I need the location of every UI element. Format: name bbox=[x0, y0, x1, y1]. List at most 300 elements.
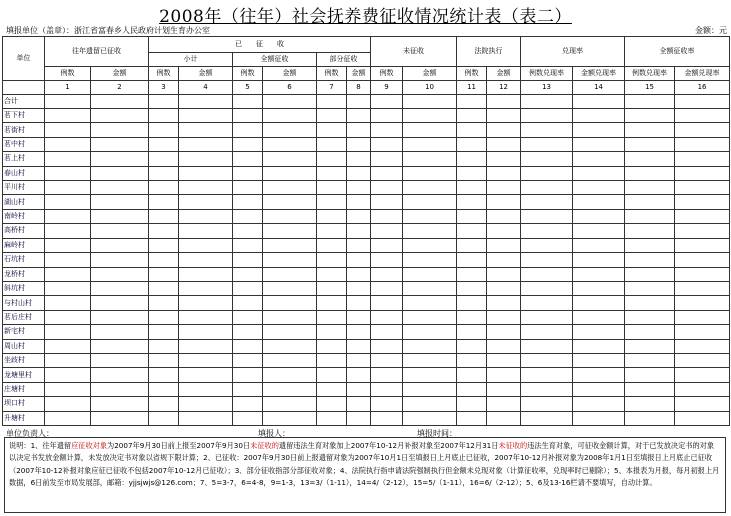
data-cell[interactable] bbox=[457, 310, 487, 324]
data-cell[interactable] bbox=[371, 411, 403, 425]
data-cell[interactable] bbox=[371, 224, 403, 238]
data-cell[interactable] bbox=[91, 123, 149, 137]
data-cell[interactable] bbox=[521, 368, 573, 382]
data-cell[interactable] bbox=[403, 123, 457, 137]
data-cell[interactable] bbox=[371, 123, 403, 137]
data-cell[interactable] bbox=[573, 209, 625, 223]
data-cell[interactable] bbox=[91, 152, 149, 166]
data-cell[interactable] bbox=[233, 253, 263, 267]
data-cell[interactable] bbox=[371, 310, 403, 324]
data-cell[interactable] bbox=[347, 310, 371, 324]
data-cell[interactable] bbox=[625, 209, 675, 223]
data-cell[interactable] bbox=[317, 253, 347, 267]
data-cell[interactable] bbox=[45, 267, 91, 281]
data-cell[interactable] bbox=[317, 224, 347, 238]
data-cell[interactable] bbox=[317, 281, 347, 295]
data-cell[interactable] bbox=[625, 368, 675, 382]
data-cell[interactable] bbox=[347, 325, 371, 339]
data-cell[interactable] bbox=[573, 353, 625, 367]
data-cell[interactable] bbox=[487, 209, 521, 223]
data-cell[interactable] bbox=[149, 166, 179, 180]
data-cell[interactable] bbox=[149, 310, 179, 324]
data-cell[interactable] bbox=[347, 224, 371, 238]
data-cell[interactable] bbox=[233, 325, 263, 339]
data-cell[interactable] bbox=[521, 209, 573, 223]
data-cell[interactable] bbox=[487, 325, 521, 339]
data-cell[interactable] bbox=[233, 281, 263, 295]
data-cell[interactable] bbox=[625, 397, 675, 411]
data-cell[interactable] bbox=[675, 281, 730, 295]
data-cell[interactable] bbox=[521, 137, 573, 151]
data-cell[interactable] bbox=[233, 166, 263, 180]
data-cell[interactable] bbox=[457, 109, 487, 123]
data-cell[interactable] bbox=[487, 195, 521, 209]
data-cell[interactable] bbox=[149, 94, 179, 108]
data-cell[interactable] bbox=[149, 397, 179, 411]
data-cell[interactable] bbox=[675, 382, 730, 396]
data-cell[interactable] bbox=[573, 94, 625, 108]
data-cell[interactable] bbox=[45, 181, 91, 195]
data-cell[interactable] bbox=[91, 137, 149, 151]
data-cell[interactable] bbox=[457, 281, 487, 295]
data-cell[interactable] bbox=[263, 267, 317, 281]
data-cell[interactable] bbox=[457, 253, 487, 267]
data-cell[interactable] bbox=[149, 195, 179, 209]
data-cell[interactable] bbox=[403, 137, 457, 151]
data-cell[interactable] bbox=[403, 238, 457, 252]
data-cell[interactable] bbox=[233, 238, 263, 252]
data-cell[interactable] bbox=[371, 368, 403, 382]
data-cell[interactable] bbox=[625, 310, 675, 324]
data-cell[interactable] bbox=[347, 209, 371, 223]
data-cell[interactable] bbox=[347, 281, 371, 295]
data-cell[interactable] bbox=[91, 253, 149, 267]
data-cell[interactable] bbox=[487, 137, 521, 151]
data-cell[interactable] bbox=[179, 94, 233, 108]
data-cell[interactable] bbox=[45, 296, 91, 310]
data-cell[interactable] bbox=[91, 209, 149, 223]
data-cell[interactable] bbox=[263, 238, 317, 252]
data-cell[interactable] bbox=[45, 353, 91, 367]
data-cell[interactable] bbox=[233, 339, 263, 353]
data-cell[interactable] bbox=[179, 123, 233, 137]
data-cell[interactable] bbox=[625, 195, 675, 209]
data-cell[interactable] bbox=[675, 224, 730, 238]
data-cell[interactable] bbox=[371, 382, 403, 396]
data-cell[interactable] bbox=[625, 94, 675, 108]
data-cell[interactable] bbox=[573, 325, 625, 339]
data-cell[interactable] bbox=[521, 123, 573, 137]
data-cell[interactable] bbox=[573, 137, 625, 151]
data-cell[interactable] bbox=[317, 209, 347, 223]
data-cell[interactable] bbox=[347, 94, 371, 108]
data-cell[interactable] bbox=[233, 195, 263, 209]
data-cell[interactable] bbox=[179, 296, 233, 310]
data-cell[interactable] bbox=[521, 109, 573, 123]
data-cell[interactable] bbox=[263, 310, 317, 324]
data-cell[interactable] bbox=[573, 368, 625, 382]
data-cell[interactable] bbox=[317, 310, 347, 324]
data-cell[interactable] bbox=[625, 353, 675, 367]
data-cell[interactable] bbox=[347, 195, 371, 209]
data-cell[interactable] bbox=[179, 411, 233, 425]
data-cell[interactable] bbox=[675, 238, 730, 252]
data-cell[interactable] bbox=[573, 253, 625, 267]
data-cell[interactable] bbox=[487, 166, 521, 180]
data-cell[interactable] bbox=[317, 123, 347, 137]
data-cell[interactable] bbox=[573, 281, 625, 295]
data-cell[interactable] bbox=[263, 353, 317, 367]
data-cell[interactable] bbox=[263, 281, 317, 295]
data-cell[interactable] bbox=[573, 238, 625, 252]
data-cell[interactable] bbox=[457, 123, 487, 137]
data-cell[interactable] bbox=[487, 267, 521, 281]
data-cell[interactable] bbox=[675, 253, 730, 267]
data-cell[interactable] bbox=[233, 296, 263, 310]
data-cell[interactable] bbox=[487, 411, 521, 425]
data-cell[interactable] bbox=[675, 368, 730, 382]
data-cell[interactable] bbox=[371, 137, 403, 151]
data-cell[interactable] bbox=[403, 152, 457, 166]
data-cell[interactable] bbox=[487, 281, 521, 295]
data-cell[interactable] bbox=[371, 281, 403, 295]
data-cell[interactable] bbox=[347, 253, 371, 267]
data-cell[interactable] bbox=[347, 152, 371, 166]
data-cell[interactable] bbox=[233, 109, 263, 123]
data-cell[interactable] bbox=[521, 325, 573, 339]
data-cell[interactable] bbox=[573, 411, 625, 425]
data-cell[interactable] bbox=[233, 123, 263, 137]
data-cell[interactable] bbox=[347, 296, 371, 310]
data-cell[interactable] bbox=[45, 238, 91, 252]
data-cell[interactable] bbox=[45, 325, 91, 339]
data-cell[interactable] bbox=[317, 238, 347, 252]
data-cell[interactable] bbox=[457, 166, 487, 180]
data-cell[interactable] bbox=[403, 195, 457, 209]
data-cell[interactable] bbox=[625, 382, 675, 396]
data-cell[interactable] bbox=[45, 397, 91, 411]
data-cell[interactable] bbox=[263, 339, 317, 353]
data-cell[interactable] bbox=[233, 310, 263, 324]
data-cell[interactable] bbox=[487, 253, 521, 267]
data-cell[interactable] bbox=[45, 195, 91, 209]
data-cell[interactable] bbox=[179, 109, 233, 123]
data-cell[interactable] bbox=[521, 267, 573, 281]
data-cell[interactable] bbox=[403, 253, 457, 267]
data-cell[interactable] bbox=[371, 94, 403, 108]
data-cell[interactable] bbox=[521, 224, 573, 238]
data-cell[interactable] bbox=[149, 411, 179, 425]
data-cell[interactable] bbox=[675, 195, 730, 209]
data-cell[interactable] bbox=[403, 411, 457, 425]
data-cell[interactable] bbox=[233, 181, 263, 195]
data-cell[interactable] bbox=[625, 166, 675, 180]
data-cell[interactable] bbox=[573, 109, 625, 123]
data-cell[interactable] bbox=[487, 181, 521, 195]
data-cell[interactable] bbox=[149, 137, 179, 151]
data-cell[interactable] bbox=[573, 339, 625, 353]
data-cell[interactable] bbox=[457, 325, 487, 339]
data-cell[interactable] bbox=[347, 181, 371, 195]
data-cell[interactable] bbox=[675, 166, 730, 180]
data-cell[interactable] bbox=[317, 109, 347, 123]
data-cell[interactable] bbox=[403, 368, 457, 382]
data-cell[interactable] bbox=[233, 267, 263, 281]
data-cell[interactable] bbox=[179, 181, 233, 195]
data-cell[interactable] bbox=[457, 209, 487, 223]
data-cell[interactable] bbox=[487, 152, 521, 166]
data-cell[interactable] bbox=[149, 368, 179, 382]
data-cell[interactable] bbox=[317, 397, 347, 411]
data-cell[interactable] bbox=[521, 195, 573, 209]
data-cell[interactable] bbox=[403, 224, 457, 238]
data-cell[interactable] bbox=[233, 94, 263, 108]
data-cell[interactable] bbox=[675, 137, 730, 151]
data-cell[interactable] bbox=[347, 166, 371, 180]
data-cell[interactable] bbox=[573, 296, 625, 310]
data-cell[interactable] bbox=[403, 209, 457, 223]
data-cell[interactable] bbox=[91, 195, 149, 209]
data-cell[interactable] bbox=[487, 109, 521, 123]
data-cell[interactable] bbox=[45, 137, 91, 151]
data-cell[interactable] bbox=[625, 137, 675, 151]
data-cell[interactable] bbox=[521, 296, 573, 310]
data-cell[interactable] bbox=[675, 181, 730, 195]
data-cell[interactable] bbox=[263, 224, 317, 238]
data-cell[interactable] bbox=[263, 368, 317, 382]
data-cell[interactable] bbox=[149, 353, 179, 367]
data-cell[interactable] bbox=[263, 209, 317, 223]
data-cell[interactable] bbox=[487, 368, 521, 382]
data-cell[interactable] bbox=[45, 339, 91, 353]
data-cell[interactable] bbox=[233, 411, 263, 425]
data-cell[interactable] bbox=[263, 181, 317, 195]
data-cell[interactable] bbox=[233, 368, 263, 382]
data-cell[interactable] bbox=[371, 238, 403, 252]
data-cell[interactable] bbox=[573, 166, 625, 180]
data-cell[interactable] bbox=[403, 181, 457, 195]
data-cell[interactable] bbox=[179, 166, 233, 180]
data-cell[interactable] bbox=[403, 281, 457, 295]
data-cell[interactable] bbox=[45, 224, 91, 238]
data-cell[interactable] bbox=[45, 94, 91, 108]
data-cell[interactable] bbox=[457, 195, 487, 209]
data-cell[interactable] bbox=[457, 353, 487, 367]
data-cell[interactable] bbox=[45, 411, 91, 425]
data-cell[interactable] bbox=[233, 209, 263, 223]
data-cell[interactable] bbox=[403, 325, 457, 339]
data-cell[interactable] bbox=[675, 397, 730, 411]
data-cell[interactable] bbox=[371, 152, 403, 166]
data-cell[interactable] bbox=[487, 397, 521, 411]
data-cell[interactable] bbox=[317, 195, 347, 209]
data-cell[interactable] bbox=[457, 181, 487, 195]
data-cell[interactable] bbox=[263, 152, 317, 166]
data-cell[interactable] bbox=[91, 353, 149, 367]
data-cell[interactable] bbox=[317, 353, 347, 367]
data-cell[interactable] bbox=[91, 166, 149, 180]
data-cell[interactable] bbox=[149, 152, 179, 166]
data-cell[interactable] bbox=[347, 411, 371, 425]
data-cell[interactable] bbox=[45, 382, 91, 396]
data-cell[interactable] bbox=[521, 382, 573, 396]
data-cell[interactable] bbox=[457, 411, 487, 425]
data-cell[interactable] bbox=[521, 353, 573, 367]
data-cell[interactable] bbox=[263, 195, 317, 209]
data-cell[interactable] bbox=[521, 181, 573, 195]
data-cell[interactable] bbox=[403, 267, 457, 281]
data-cell[interactable] bbox=[347, 123, 371, 137]
data-cell[interactable] bbox=[457, 397, 487, 411]
data-cell[interactable] bbox=[487, 296, 521, 310]
data-cell[interactable] bbox=[149, 209, 179, 223]
data-cell[interactable] bbox=[403, 339, 457, 353]
data-cell[interactable] bbox=[179, 195, 233, 209]
data-cell[interactable] bbox=[521, 253, 573, 267]
data-cell[interactable] bbox=[371, 195, 403, 209]
data-cell[interactable] bbox=[149, 296, 179, 310]
data-cell[interactable] bbox=[403, 94, 457, 108]
data-cell[interactable] bbox=[45, 368, 91, 382]
data-cell[interactable] bbox=[457, 224, 487, 238]
data-cell[interactable] bbox=[403, 397, 457, 411]
data-cell[interactable] bbox=[179, 209, 233, 223]
data-cell[interactable] bbox=[347, 137, 371, 151]
data-cell[interactable] bbox=[403, 353, 457, 367]
data-cell[interactable] bbox=[91, 267, 149, 281]
data-cell[interactable] bbox=[45, 253, 91, 267]
data-cell[interactable] bbox=[317, 137, 347, 151]
data-cell[interactable] bbox=[521, 94, 573, 108]
data-cell[interactable] bbox=[91, 181, 149, 195]
data-cell[interactable] bbox=[179, 325, 233, 339]
data-cell[interactable] bbox=[403, 382, 457, 396]
data-cell[interactable] bbox=[625, 411, 675, 425]
data-cell[interactable] bbox=[91, 310, 149, 324]
data-cell[interactable] bbox=[233, 224, 263, 238]
data-cell[interactable] bbox=[573, 310, 625, 324]
data-cell[interactable] bbox=[675, 411, 730, 425]
data-cell[interactable] bbox=[149, 181, 179, 195]
data-cell[interactable] bbox=[263, 166, 317, 180]
data-cell[interactable] bbox=[91, 339, 149, 353]
data-cell[interactable] bbox=[263, 123, 317, 137]
data-cell[interactable] bbox=[457, 267, 487, 281]
data-cell[interactable] bbox=[263, 137, 317, 151]
data-cell[interactable] bbox=[521, 281, 573, 295]
data-cell[interactable] bbox=[403, 310, 457, 324]
data-cell[interactable] bbox=[403, 166, 457, 180]
data-cell[interactable] bbox=[675, 109, 730, 123]
data-cell[interactable] bbox=[625, 109, 675, 123]
data-cell[interactable] bbox=[149, 253, 179, 267]
data-cell[interactable] bbox=[91, 382, 149, 396]
data-cell[interactable] bbox=[457, 238, 487, 252]
data-cell[interactable] bbox=[45, 209, 91, 223]
data-cell[interactable] bbox=[317, 382, 347, 396]
data-cell[interactable] bbox=[675, 152, 730, 166]
data-cell[interactable] bbox=[149, 224, 179, 238]
data-cell[interactable] bbox=[675, 94, 730, 108]
data-cell[interactable] bbox=[675, 339, 730, 353]
data-cell[interactable] bbox=[263, 253, 317, 267]
data-cell[interactable] bbox=[675, 325, 730, 339]
data-cell[interactable] bbox=[233, 382, 263, 396]
data-cell[interactable] bbox=[573, 152, 625, 166]
data-cell[interactable] bbox=[625, 238, 675, 252]
data-cell[interactable] bbox=[347, 382, 371, 396]
data-cell[interactable] bbox=[317, 152, 347, 166]
data-cell[interactable] bbox=[521, 310, 573, 324]
data-cell[interactable] bbox=[371, 209, 403, 223]
data-cell[interactable] bbox=[347, 339, 371, 353]
data-cell[interactable] bbox=[149, 109, 179, 123]
data-cell[interactable] bbox=[45, 152, 91, 166]
data-cell[interactable] bbox=[521, 339, 573, 353]
data-cell[interactable] bbox=[317, 296, 347, 310]
data-cell[interactable] bbox=[487, 353, 521, 367]
data-cell[interactable] bbox=[371, 353, 403, 367]
data-cell[interactable] bbox=[91, 224, 149, 238]
data-cell[interactable] bbox=[149, 238, 179, 252]
data-cell[interactable] bbox=[179, 137, 233, 151]
data-cell[interactable] bbox=[457, 339, 487, 353]
data-cell[interactable] bbox=[179, 224, 233, 238]
data-cell[interactable] bbox=[371, 253, 403, 267]
data-cell[interactable] bbox=[521, 166, 573, 180]
data-cell[interactable] bbox=[263, 382, 317, 396]
data-cell[interactable] bbox=[179, 368, 233, 382]
data-cell[interactable] bbox=[347, 267, 371, 281]
data-cell[interactable] bbox=[179, 382, 233, 396]
data-cell[interactable] bbox=[371, 109, 403, 123]
data-cell[interactable] bbox=[179, 281, 233, 295]
data-cell[interactable] bbox=[487, 310, 521, 324]
data-cell[interactable] bbox=[317, 339, 347, 353]
data-cell[interactable] bbox=[457, 368, 487, 382]
data-cell[interactable] bbox=[371, 296, 403, 310]
data-cell[interactable] bbox=[91, 238, 149, 252]
data-cell[interactable] bbox=[487, 339, 521, 353]
data-cell[interactable] bbox=[573, 181, 625, 195]
data-cell[interactable] bbox=[263, 94, 317, 108]
data-cell[interactable] bbox=[263, 397, 317, 411]
data-cell[interactable] bbox=[487, 238, 521, 252]
data-cell[interactable] bbox=[91, 368, 149, 382]
data-cell[interactable] bbox=[457, 382, 487, 396]
data-cell[interactable] bbox=[347, 397, 371, 411]
data-cell[interactable] bbox=[179, 353, 233, 367]
data-cell[interactable] bbox=[263, 411, 317, 425]
data-cell[interactable] bbox=[675, 123, 730, 137]
data-cell[interactable] bbox=[625, 123, 675, 137]
data-cell[interactable] bbox=[573, 267, 625, 281]
data-cell[interactable] bbox=[91, 94, 149, 108]
data-cell[interactable] bbox=[457, 152, 487, 166]
data-cell[interactable] bbox=[625, 152, 675, 166]
data-cell[interactable] bbox=[233, 152, 263, 166]
data-cell[interactable] bbox=[625, 224, 675, 238]
data-cell[interactable] bbox=[91, 325, 149, 339]
data-cell[interactable] bbox=[233, 397, 263, 411]
data-cell[interactable] bbox=[317, 368, 347, 382]
data-cell[interactable] bbox=[521, 411, 573, 425]
data-cell[interactable] bbox=[573, 123, 625, 137]
data-cell[interactable] bbox=[317, 411, 347, 425]
data-cell[interactable] bbox=[371, 339, 403, 353]
data-cell[interactable] bbox=[487, 224, 521, 238]
data-cell[interactable] bbox=[179, 253, 233, 267]
